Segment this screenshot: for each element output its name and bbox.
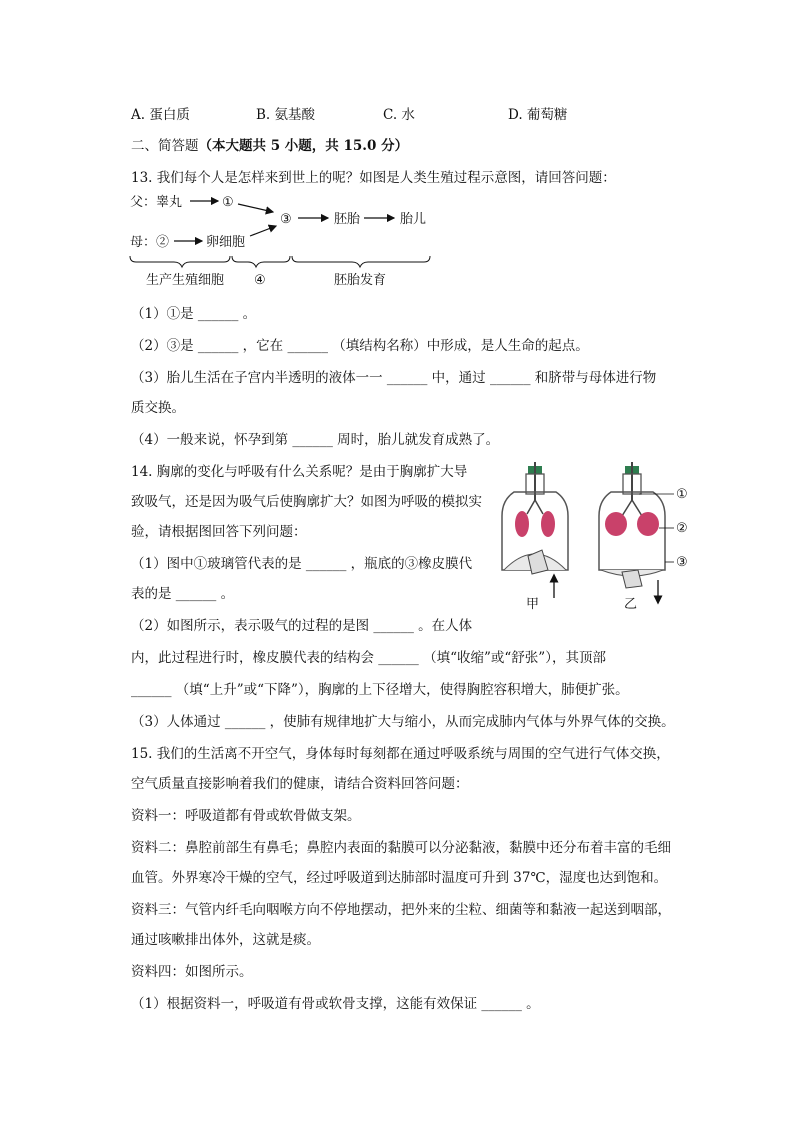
embryo-label: 胚胎	[334, 212, 361, 227]
q13-sub1: （1）①是 ______ 。	[131, 306, 257, 322]
q15-material3b: 通过咳嗽排出体外，这就是痰。	[131, 932, 320, 948]
q14-line3: 验，请根据图回答下列问题：	[131, 524, 307, 540]
q13-sub3a: （3）胎儿生活在子宫内半透明的液体一一 ______ 中，通过 ______ 和脐带与母体进行物	[131, 370, 657, 386]
egg-label: 卵细胞	[206, 235, 246, 250]
q13-stem: 13. 我们每个人是怎样来到世上的呢？如图是人类生殖过程示意图，请回答问题：	[131, 170, 616, 186]
label-jia: 甲	[526, 597, 540, 612]
option-b: B. 氨基酸	[256, 107, 316, 123]
circle-1-label: ①	[222, 195, 234, 210]
marker-2: ②	[676, 521, 688, 536]
q15-sub1: （1）根据资料一，呼吸道有骨或软骨支撑，这能有效保证 ______ 。	[131, 996, 540, 1012]
jar-yi	[599, 462, 688, 612]
reproduction-diagram	[128, 188, 448, 288]
option-d: D. 葡萄糖	[508, 107, 568, 123]
q15-material2a: 资料二：鼻腔前部生有鼻毛；鼻腔内表面的黏膜可以分泌黏液，黏膜中还分布着丰富的毛细	[131, 840, 671, 856]
label-yi: 乙	[624, 597, 638, 612]
jar-jia	[502, 462, 568, 612]
q15-line2: 空气质量直接影响着我们的健康，请结合资料回答问题：	[131, 776, 469, 792]
group-embryo-development: 胚胎发育	[334, 273, 387, 288]
marker-3: ③	[676, 555, 688, 570]
option-c: C. 水	[383, 107, 415, 123]
q14-line9: （3）人体通过 ______ ，使肺有规律地扩大与缩小，从而完成肺内气体与外界气体的交换。	[131, 714, 675, 730]
lung-right-jia	[541, 511, 555, 537]
q15-material3a: 资料三：气管内纤毛向咽喉方向不停地摆动，把外来的尘粒、细菌等和黏液一起送到咽部，	[131, 902, 671, 918]
q13-sub3b: 质交换。	[131, 400, 185, 416]
section-title: 二、简答题	[131, 138, 199, 154]
q14-line5: 表的是 ______ 。	[131, 586, 235, 602]
q15-material2b: 血管。外界寒冷干燥的空气，经过呼吸道到达肺部时温度可升到 37℃，湿度也达到饱和。	[131, 870, 668, 886]
q13-sub4: （4）一般来说，怀孕到第 ______ 周时，胎儿就发育成熟了。	[131, 432, 500, 448]
group-produce-cells: 生产生殖细胞	[146, 273, 225, 288]
lung-right-yi	[637, 512, 659, 536]
option-a: A. 蛋白质	[131, 107, 190, 123]
mother-label: 母：②	[130, 235, 170, 250]
fetus-label: 胎儿	[400, 212, 427, 227]
group-4: ④	[254, 273, 266, 288]
lung-left-yi	[605, 512, 627, 536]
q14-line8: ______ （填“上升”或“下降”），胸廓的上下径增大，使得胸腔容积增大，肺便扩张。	[131, 682, 629, 698]
q14-line4: （1）图中①玻璃管代表的是 ______ ，瓶底的③橡皮膜代	[131, 556, 473, 572]
q14-line1: 14. 胸廓的变化与呼吸有什么关系呢？是由于胸廓扩大导	[131, 464, 468, 480]
circle-3-label: ③	[280, 212, 292, 227]
q15-material4: 资料四：如图所示。	[131, 964, 253, 980]
q14-line7: 内，此过程进行时，橡皮膜代表的结构会 ______ （填“收缩”或“舒张”），其顶部	[131, 650, 606, 666]
q14-line2: 致吸气，还是因为吸气后使胸廓扩大？如图为呼吸的模拟实	[131, 494, 482, 510]
q15-material1: 资料一：呼吸道都有骨或软骨做支架。	[131, 808, 361, 824]
father-label: 父：睾丸	[130, 195, 183, 210]
lung-left-jia	[515, 511, 529, 537]
q14-line6: （2）如图所示，表示吸气的过程的是图 ______ 。在人体	[131, 618, 473, 634]
q15-line1: 15. 我们的生活离不开空气，身体每时每刻都在通过呼吸系统与周围的空气进行气体交换，	[131, 746, 670, 762]
section-subtitle: （本大题共 5 小题，共 15.0 分）	[198, 138, 409, 154]
q13-sub2: （2）③是 ______ ，它在 ______ （填结构名称）中形成，是人生命的起点。	[131, 338, 589, 354]
section-heading	[131, 134, 408, 154]
marker-1: ①	[676, 487, 688, 502]
bell-jar-figure	[494, 458, 704, 618]
